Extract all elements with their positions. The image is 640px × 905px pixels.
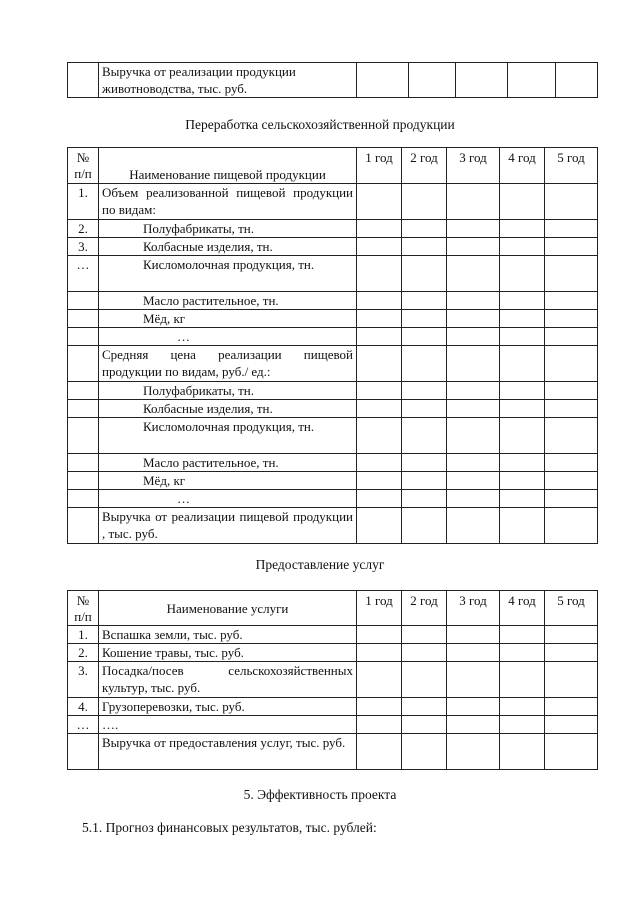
value-cell	[545, 698, 598, 716]
value-cell	[545, 454, 598, 472]
table-cell	[409, 63, 456, 98]
row-number: 2.	[68, 220, 99, 238]
table-row	[68, 292, 598, 310]
value-cell	[545, 328, 598, 346]
row-label: Посадка/посев сельскохозяйственных культур, тыс. руб.	[99, 662, 357, 698]
value-cell	[447, 644, 500, 662]
value-cell	[500, 734, 545, 770]
value-cell	[402, 328, 447, 346]
value-cell	[402, 220, 447, 238]
section-5-heading: 5. Эффективность проекта	[243, 787, 397, 802]
value-cell	[402, 472, 447, 490]
value-cell	[357, 310, 402, 328]
row-label: ….	[99, 716, 357, 734]
column-header-year-3: 3 год	[447, 148, 500, 184]
value-cell	[500, 328, 545, 346]
value-cell	[545, 238, 598, 256]
value-cell	[447, 400, 500, 418]
column-header-year-1: 1 год	[357, 591, 402, 626]
value-cell	[545, 662, 598, 698]
column-header-year-3: 3 год	[447, 591, 500, 626]
column-header-num: № п/п	[68, 591, 99, 626]
processing-table	[67, 147, 598, 544]
row-label: Выручка от предоставления услуг, тыс. руб.	[99, 734, 357, 770]
row-label: Кошение травы, тыс. руб.	[99, 644, 357, 662]
row-label: Масло растительное, тн.	[99, 292, 357, 310]
value-cell	[402, 734, 447, 770]
table-cell	[456, 63, 508, 98]
value-cell	[500, 508, 545, 544]
row-number	[68, 310, 99, 328]
value-cell	[402, 184, 447, 220]
value-cell	[545, 382, 598, 400]
column-header-num: № п/п	[68, 148, 99, 184]
value-cell	[447, 454, 500, 472]
value-cell	[402, 490, 447, 508]
value-cell	[545, 310, 598, 328]
livestock-revenue-table	[67, 62, 598, 98]
value-cell	[447, 184, 500, 220]
services-heading: Предоставление услуг	[255, 557, 385, 572]
value-cell	[402, 418, 447, 454]
value-cell	[357, 346, 402, 382]
row-number: 3.	[68, 238, 99, 256]
value-cell	[447, 472, 500, 490]
row-label: Мёд, кг	[99, 310, 357, 328]
services-table	[67, 590, 598, 770]
value-cell	[402, 292, 447, 310]
value-cell	[500, 346, 545, 382]
table-row	[68, 734, 598, 770]
value-cell	[357, 716, 402, 734]
table-header-row	[68, 148, 598, 184]
column-header-year-2: 2 год	[402, 591, 447, 626]
row-number: …	[68, 256, 99, 292]
value-cell	[357, 698, 402, 716]
value-cell	[500, 292, 545, 310]
value-cell	[447, 508, 500, 544]
value-cell	[545, 472, 598, 490]
column-header-year-5: 5 год	[545, 148, 598, 184]
value-cell	[545, 490, 598, 508]
value-cell	[447, 698, 500, 716]
row-number	[68, 472, 99, 490]
value-cell	[545, 256, 598, 292]
table-row	[68, 490, 598, 508]
table-row	[68, 644, 598, 662]
row-number	[68, 382, 99, 400]
table-row	[68, 220, 598, 238]
column-header-name: Наименование услуги	[99, 591, 357, 626]
value-cell	[500, 626, 545, 644]
value-cell	[500, 454, 545, 472]
row-number	[68, 346, 99, 382]
value-cell	[447, 292, 500, 310]
value-cell	[402, 716, 447, 734]
row-number	[68, 508, 99, 544]
value-cell	[447, 382, 500, 400]
value-cell	[545, 626, 598, 644]
table-cell	[68, 63, 99, 98]
value-cell	[402, 346, 447, 382]
value-cell	[447, 662, 500, 698]
table-cell	[357, 63, 409, 98]
column-header-year-4: 4 год	[500, 148, 545, 184]
value-cell	[500, 698, 545, 716]
value-cell	[500, 256, 545, 292]
value-cell	[447, 346, 500, 382]
table-cell	[556, 63, 598, 98]
value-cell	[447, 310, 500, 328]
column-header-name: Наименование пищевой продукции	[99, 148, 357, 184]
value-cell	[357, 508, 402, 544]
value-cell	[402, 662, 447, 698]
value-cell	[357, 184, 402, 220]
row-label: Колбасные изделия, тн.	[99, 400, 357, 418]
value-cell	[500, 418, 545, 454]
value-cell	[357, 238, 402, 256]
value-cell	[402, 454, 447, 472]
value-cell	[545, 644, 598, 662]
value-cell	[402, 238, 447, 256]
column-header-year-1: 1 год	[357, 148, 402, 184]
value-cell	[357, 490, 402, 508]
value-cell	[402, 698, 447, 716]
row-label: …	[99, 328, 357, 346]
table-row	[68, 346, 598, 382]
row-number	[68, 454, 99, 472]
row-label: Объем реализованной пищевой продукции по видам:	[99, 184, 357, 220]
value-cell	[402, 256, 447, 292]
value-cell	[357, 662, 402, 698]
value-cell	[545, 716, 598, 734]
table-row	[68, 626, 598, 644]
row-label: Полуфабрикаты, тн.	[99, 382, 357, 400]
value-cell	[402, 626, 447, 644]
row-label: Колбасные изделия, тн.	[99, 238, 357, 256]
value-cell	[402, 400, 447, 418]
row-label: Кисломолочная продукция, тн.	[99, 256, 357, 292]
row-number	[68, 292, 99, 310]
section-5-1-subheading: 5.1. Прогноз финансовых результатов, тыс. рублей:	[82, 820, 377, 835]
table-header-row	[68, 591, 598, 626]
value-cell	[500, 310, 545, 328]
table-row	[68, 238, 598, 256]
row-number: 4.	[68, 698, 99, 716]
value-cell	[545, 508, 598, 544]
value-cell	[357, 328, 402, 346]
value-cell	[545, 184, 598, 220]
table-row	[68, 716, 598, 734]
value-cell	[500, 716, 545, 734]
value-cell	[357, 626, 402, 644]
row-label: Полуфабрикаты, тн.	[99, 220, 357, 238]
table-row	[68, 328, 598, 346]
column-header-year-5: 5 год	[545, 591, 598, 626]
value-cell	[402, 382, 447, 400]
value-cell	[357, 418, 402, 454]
row-number: …	[68, 716, 99, 734]
row-label: Масло растительное, тн.	[99, 454, 357, 472]
value-cell	[500, 662, 545, 698]
value-cell	[500, 238, 545, 256]
livestock-revenue-label: Выручка от реализации продукции животноводства, тыс. руб.	[99, 63, 357, 98]
row-number	[68, 734, 99, 770]
value-cell	[447, 256, 500, 292]
value-cell	[447, 328, 500, 346]
table-row	[68, 472, 598, 490]
value-cell	[500, 644, 545, 662]
value-cell	[545, 346, 598, 382]
row-label: Выручка от реализации пищевой продукции , тыс. руб.	[99, 508, 357, 544]
row-label: Кисломолочная продукция, тн.	[99, 418, 357, 454]
value-cell	[545, 400, 598, 418]
row-number: 1.	[68, 626, 99, 644]
row-label: …	[99, 490, 357, 508]
value-cell	[447, 418, 500, 454]
row-number	[68, 400, 99, 418]
value-cell	[402, 310, 447, 328]
row-number: 3.	[68, 662, 99, 698]
row-number	[68, 490, 99, 508]
value-cell	[500, 472, 545, 490]
table-row	[68, 310, 598, 328]
value-cell	[357, 472, 402, 490]
table-row	[68, 184, 598, 220]
value-cell	[545, 220, 598, 238]
value-cell	[447, 716, 500, 734]
row-number	[68, 418, 99, 454]
row-label: Мёд, кг	[99, 472, 357, 490]
value-cell	[500, 490, 545, 508]
value-cell	[357, 734, 402, 770]
value-cell	[500, 220, 545, 238]
value-cell	[402, 644, 447, 662]
value-cell	[357, 454, 402, 472]
row-label: Грузоперевозки, тыс. руб.	[99, 698, 357, 716]
table-row	[68, 400, 598, 418]
value-cell	[447, 238, 500, 256]
value-cell	[357, 256, 402, 292]
row-label: Средняя цена реализации пищевой продукции по видам, руб./ ед.:	[99, 346, 357, 382]
table-row	[68, 508, 598, 544]
table-row	[68, 382, 598, 400]
value-cell	[447, 490, 500, 508]
table-row	[68, 698, 598, 716]
value-cell	[357, 220, 402, 238]
value-cell	[447, 220, 500, 238]
column-header-year-4: 4 год	[500, 591, 545, 626]
table-row	[68, 256, 598, 292]
row-label: Вспашка земли, тыс. руб.	[99, 626, 357, 644]
value-cell	[545, 292, 598, 310]
value-cell	[357, 292, 402, 310]
processing-heading: Переработка сельскохозяйственной продукции	[185, 117, 455, 132]
value-cell	[402, 508, 447, 544]
row-number: 2.	[68, 644, 99, 662]
value-cell	[500, 400, 545, 418]
value-cell	[500, 382, 545, 400]
value-cell	[545, 734, 598, 770]
column-header-year-2: 2 год	[402, 148, 447, 184]
row-number	[68, 328, 99, 346]
value-cell	[357, 644, 402, 662]
row-number: 1.	[68, 184, 99, 220]
value-cell	[447, 734, 500, 770]
table-row	[68, 454, 598, 472]
table-row	[68, 662, 598, 698]
table-row	[68, 418, 598, 454]
value-cell	[357, 400, 402, 418]
value-cell	[357, 382, 402, 400]
value-cell	[500, 184, 545, 220]
value-cell	[545, 418, 598, 454]
value-cell	[447, 626, 500, 644]
table-cell	[508, 63, 556, 98]
